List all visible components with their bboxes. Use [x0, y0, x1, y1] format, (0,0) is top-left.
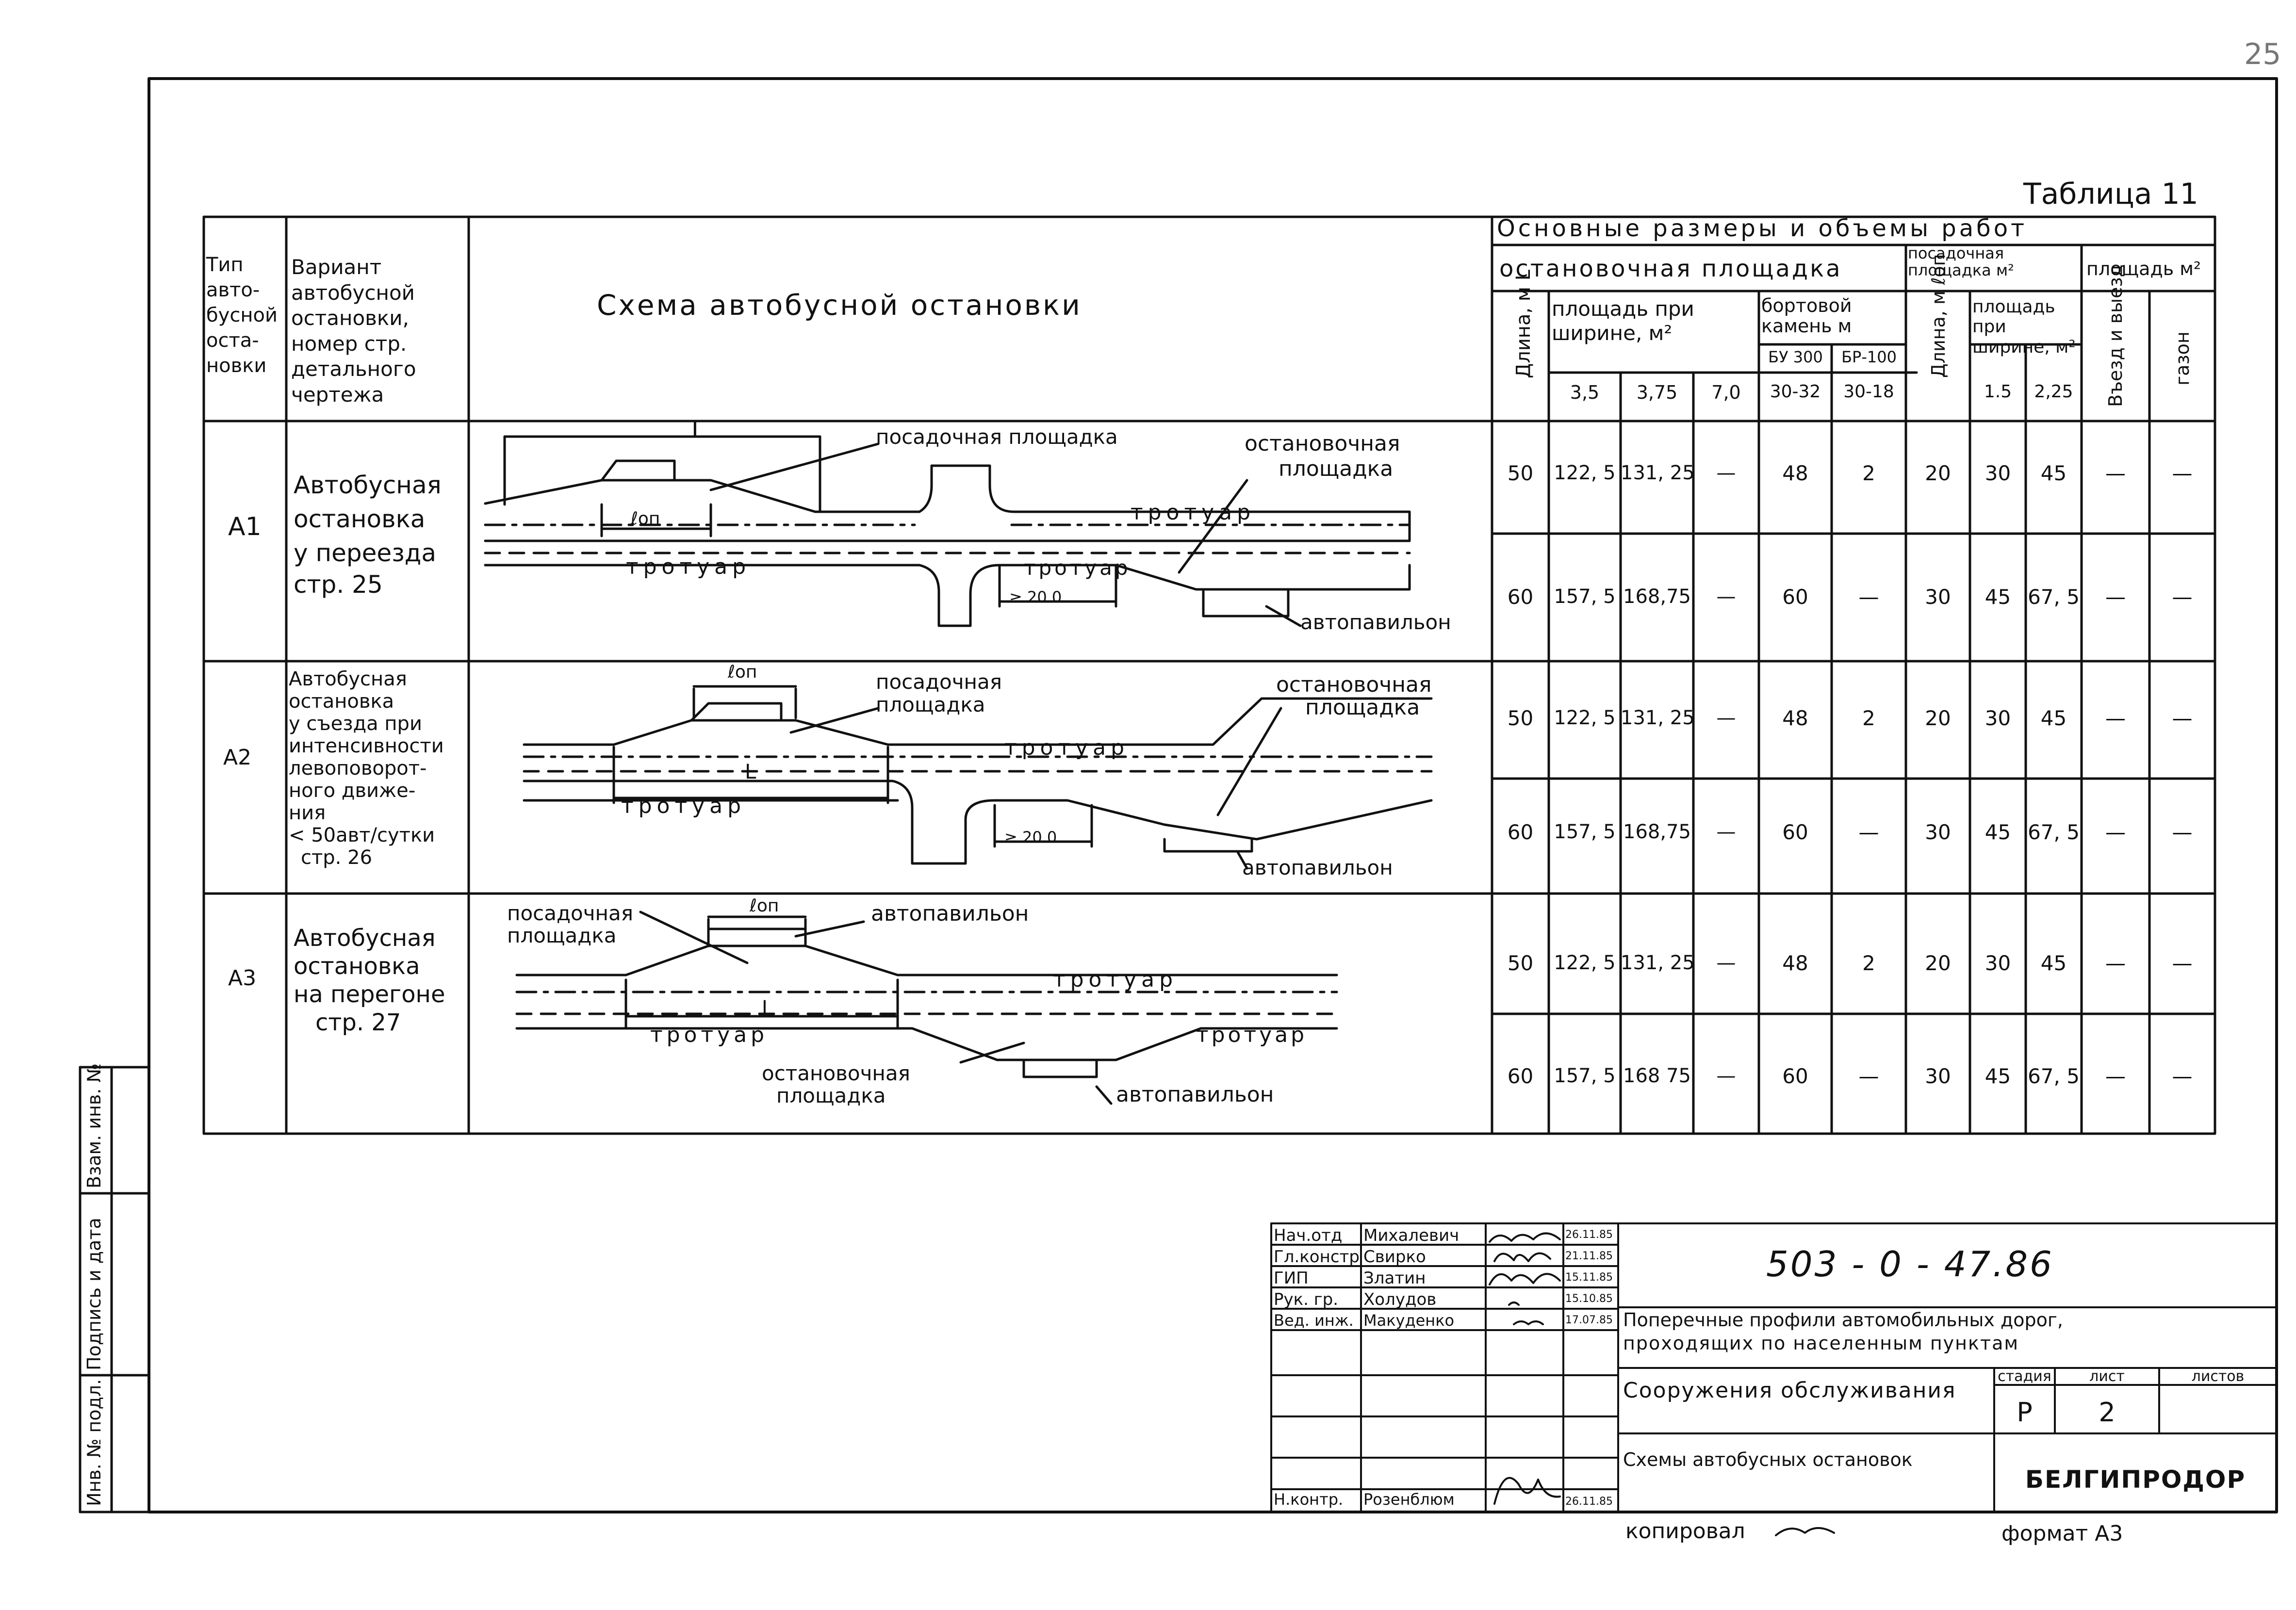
row-a1-r1-c1: 50	[1507, 461, 1534, 485]
row-a2-r1-c5: 48	[1782, 706, 1808, 730]
a2-label-pavilion: автопавильон	[1242, 856, 1393, 879]
header-stop-area: остановочная площадка	[1499, 255, 1842, 282]
row-a1-r1-c2: 122, 5	[1554, 462, 1616, 484]
side-stamp-sign: Подпись и дата	[83, 1218, 105, 1370]
row-a3-r2-c9: 67, 5	[2028, 1064, 2080, 1088]
row-a1-r2-c7: 30	[1925, 585, 1951, 609]
row-a2-r2-c7: 30	[1925, 820, 1951, 844]
row-a2-variant-8: < 50авт/сутки	[289, 824, 435, 846]
row-a2-r1-c7: 20	[1925, 706, 1951, 730]
row-a2-variant-4: интенсивности	[289, 735, 444, 757]
sheets-label: листов	[2191, 1368, 2245, 1385]
row-a1-r1-c9: 45	[2040, 461, 2067, 485]
header-width-2-25: 2,25	[2034, 382, 2073, 402]
row-a1-r2-c11: —	[2172, 585, 2193, 609]
header-area-width	[1552, 297, 1755, 346]
signature-date-1: 26.11.85	[1565, 1229, 1613, 1241]
row-a3-r1-c3: 131, 25	[1621, 952, 1695, 974]
sheet-label: лист	[2089, 1368, 2125, 1385]
row-a3-r2-c2: 157, 5	[1554, 1065, 1616, 1087]
a3-label-stop-2: площадка	[776, 1084, 886, 1107]
section-title: Сооружения обслуживания	[1623, 1378, 1956, 1403]
a3-label-walk-2: тротуар	[650, 1023, 769, 1047]
row-a2-r2-c9: 67, 5	[2028, 820, 2080, 844]
row-a1-variant-3: у переезда	[294, 539, 436, 567]
row-a1-r2-c9: 67, 5	[2028, 585, 2080, 609]
signature-name-4: Холудов	[1363, 1290, 1437, 1309]
header-curb-text: бортовой камень м	[1761, 295, 1852, 337]
row-a3-variant-2: остановка	[294, 953, 420, 980]
row-a1-r2-c3: 168,75	[1623, 585, 1691, 608]
row-a1-variant-2: остановка	[294, 505, 426, 533]
row-a3-r2-c3: 168 75	[1623, 1065, 1691, 1087]
row-a1-variant-1: Автобусная	[294, 471, 442, 499]
a3-label-walk-3: тротуар	[1196, 1023, 1308, 1047]
row-a3-r2-c10: —	[2105, 1064, 2126, 1088]
row-a3-variant-3: на перегоне	[294, 981, 445, 1008]
header-length-l: Длина, м L	[1512, 269, 1535, 378]
page-number: 25	[2244, 37, 2281, 71]
row-a1-variant-4: стр. 25	[294, 570, 383, 599]
a2-label-dist: ≥ 20.0	[1004, 828, 1057, 846]
row-a1-r1-c4: —	[1716, 462, 1736, 484]
row-a2-variant-9: стр. 26	[301, 846, 373, 869]
row-a1-r2-c8: 45	[1984, 585, 2011, 609]
signature-name-1: Михалевич	[1363, 1226, 1460, 1245]
row-a2-r1-c8: 30	[1984, 706, 2011, 730]
a3-label-pavilion-top: автопавильон	[871, 901, 1029, 926]
a2-label-walk-1: тротуар	[1004, 735, 1130, 760]
row-a2-variant-7: ния	[289, 802, 326, 824]
a3-label-landing-2: площадка	[507, 924, 617, 947]
a1-label-walk-3: тротуар	[1024, 556, 1131, 580]
row-a3-code: А3	[228, 966, 257, 991]
header-curb	[1761, 296, 1902, 337]
row-a1-code: А1	[228, 512, 262, 541]
format-label: формат А3	[2001, 1521, 2123, 1546]
a2-label-stop-1: остановочная	[1276, 672, 1432, 697]
row-a2-r2-c10: —	[2105, 820, 2126, 844]
signature-date-4: 15.10.85	[1565, 1293, 1613, 1305]
header-area: площадь м²	[2086, 258, 2201, 279]
header-width-3-5: 3,5	[1570, 382, 1600, 403]
row-a2-r2-c11: —	[2172, 820, 2193, 844]
row-a3-r1-c1: 50	[1507, 951, 1534, 975]
signature-date-3: 15.11.85	[1565, 1271, 1613, 1284]
row-a2-variant-3: у съезда при	[289, 713, 422, 735]
a3-label-landing-1: посадочная	[507, 901, 633, 925]
row-a3-r1-c4: —	[1716, 952, 1736, 974]
a2-label-l: L	[745, 760, 756, 783]
header-type	[206, 252, 284, 378]
row-a2-variant-2: остановка	[289, 690, 394, 713]
row-a2-variant-6: ного движе-	[289, 780, 416, 802]
row-a1-r1-c7: 20	[1925, 461, 1951, 485]
row-a3-r1-c8: 30	[1984, 951, 2011, 975]
row-a1-r1-c3: 131, 25	[1621, 462, 1695, 484]
header-landing-width	[1972, 297, 2079, 357]
signature-role-3: ГИП	[1274, 1268, 1309, 1288]
signature-role-5: Вед. инж.	[1274, 1311, 1354, 1330]
row-a1-r2-c2: 157, 5	[1554, 585, 1616, 608]
table-caption: Таблица 11	[2023, 177, 2198, 211]
row-a3-variant-4: стр. 27	[315, 1009, 401, 1036]
row-a2-r1-c4: —	[1716, 707, 1736, 729]
header-curb-bv: БУ 300	[1768, 348, 1823, 366]
header-curb-bv-spec: 30-32	[1770, 382, 1821, 402]
row-a3-variant-1: Автобусная	[294, 925, 436, 952]
a1-label-dist: ≥ 20.0	[1009, 588, 1062, 606]
row-a2-variant-5: левоповорот-	[289, 757, 427, 780]
row-a3-r1-c6: 2	[1862, 951, 1875, 975]
description-line-1: Поперечные профили автомобильных дорог,	[1623, 1309, 2063, 1331]
document-code: 503 - 0 - 47.86	[1766, 1244, 2054, 1285]
row-a2-r2-c5: 60	[1782, 820, 1808, 844]
signature-date-9: 26.11.85	[1565, 1496, 1613, 1508]
a1-label-walk-2: тротуар	[626, 554, 751, 579]
row-a2-r1-c9: 45	[2040, 706, 2067, 730]
header-scheme: Схема автобусной остановки	[597, 289, 1082, 322]
row-a1-r2-c4: —	[1716, 585, 1736, 608]
header-variant-text: Вариант автобусной остановки, номер стр. детального чертежа	[291, 255, 416, 407]
header-lawn: газон	[2172, 331, 2193, 386]
a2-label-landing-1: посадочная	[876, 670, 1002, 694]
signature-name-3: Златин	[1363, 1268, 1426, 1288]
sheet-value: 2	[2099, 1397, 2116, 1428]
header-landing-width-text: площадь при ширине, м²	[1972, 297, 2076, 357]
row-a3-r2-c1: 60	[1507, 1064, 1534, 1088]
row-a1-r2-c6: —	[1858, 585, 1879, 609]
row-a3-r2-c6: —	[1858, 1064, 1879, 1088]
a3-label-stop-1: остановочная	[762, 1061, 910, 1085]
a1-label-stop-2: площадка	[1279, 456, 1394, 481]
row-a1-r2-c1: 60	[1507, 585, 1534, 609]
scheme-a1	[485, 437, 1410, 626]
signature-role-4: Рук. гр.	[1274, 1290, 1339, 1309]
row-a2-r1-c6: 2	[1862, 706, 1875, 730]
row-a1-r2-c5: 60	[1782, 585, 1808, 609]
header-variant	[291, 255, 466, 407]
signature-name-2: Свирко	[1363, 1247, 1426, 1267]
side-stamp-inv: Инв. № подл.	[83, 1379, 105, 1506]
a1-label-l: L	[691, 415, 705, 443]
company-name: БЕЛГИПРОДОР	[2025, 1465, 2246, 1494]
row-a3-r1-c9: 45	[2040, 951, 2067, 975]
row-a1-r1-c11: —	[2172, 461, 2193, 485]
row-a2-r1-c11: —	[2172, 706, 2193, 730]
a3-label-walk-1: тротуар	[1053, 967, 1178, 992]
header-curb-br-spec: 30-18	[1843, 382, 1894, 402]
stage-value: Р	[2017, 1397, 2033, 1428]
header-entry-exit: Въезд и выезд	[2105, 264, 2126, 407]
a1-label-stop-1: остановочная	[1245, 431, 1400, 456]
description-line-2: проходящих по населенным пунктам	[1623, 1333, 2019, 1354]
a3-label-lop: ℓоп	[750, 896, 779, 916]
a1-label-pavilion: автопавильон	[1300, 610, 1451, 634]
header-type-text: Тип авто-бусной оста-новки	[206, 254, 278, 377]
row-a3-r2-c5: 60	[1782, 1064, 1808, 1088]
header-main-sizes: Основные размеры и объемы работ	[1497, 215, 2028, 242]
signature-role-2: Гл.констр	[1274, 1247, 1360, 1267]
a2-label-walk-2: тротуар	[621, 794, 746, 818]
a3-label-l: L	[762, 997, 773, 1019]
row-a3-r1-c5: 48	[1782, 951, 1808, 975]
row-a2-r2-c8: 45	[1984, 820, 2011, 844]
row-a1-r1-c8: 30	[1984, 461, 2011, 485]
header-landing-area-text: посадочная площадка м²	[1908, 244, 2014, 280]
a3-label-pavilion: автопавильон	[1116, 1082, 1274, 1107]
row-a3-r1-c7: 20	[1925, 951, 1951, 975]
copied-label: копировал	[1625, 1519, 1745, 1544]
row-a2-r2-c6: —	[1858, 820, 1879, 844]
row-a1-r1-c5: 48	[1782, 461, 1808, 485]
row-a1-r1-c6: 2	[1862, 461, 1875, 485]
main-table-grid	[204, 217, 2215, 1134]
row-a2-r1-c2: 122, 5	[1554, 707, 1616, 729]
header-length-lop: Длина, м ℓоп	[1928, 254, 1949, 378]
header-width-1-5: 1.5	[1984, 382, 2012, 402]
signature-name-9: Розенблюм	[1363, 1490, 1455, 1509]
row-a3-r1-c11: —	[2172, 951, 2193, 975]
header-area-width-text: площадь при ширине, м²	[1552, 297, 1694, 345]
sheet-title: Схемы автобусных остановок	[1623, 1449, 1913, 1470]
signature-date-5: 17.07.85	[1565, 1314, 1613, 1326]
header-width-3-75: 3,75	[1636, 382, 1678, 403]
row-a3-r1-c10: —	[2105, 951, 2126, 975]
stage-label: стадия	[1998, 1368, 2051, 1385]
row-a2-r2-c4: —	[1716, 821, 1736, 843]
row-a2-code: А2	[223, 745, 252, 770]
row-a3-r2-c4: —	[1716, 1065, 1736, 1087]
row-a2-r2-c1: 60	[1507, 820, 1534, 844]
signature-role-9: Н.контр.	[1274, 1490, 1344, 1509]
row-a2-r1-c3: 131, 25	[1621, 707, 1695, 729]
row-a2-r2-c2: 157, 5	[1554, 821, 1616, 843]
row-a3-r1-c2: 122, 5	[1554, 952, 1616, 974]
row-a1-r2-c10: —	[2105, 585, 2126, 609]
row-a2-r1-c10: —	[2105, 706, 2126, 730]
row-a2-variant-1: Автобусная	[289, 668, 407, 690]
signature-date-2: 21.11.85	[1565, 1250, 1613, 1262]
header-width-7-0: 7,0	[1711, 382, 1741, 403]
a1-label-landing: посадочная площадка	[876, 425, 1118, 449]
row-a1-r1-c10: —	[2105, 461, 2126, 485]
header-curb-br: БР-100	[1841, 348, 1897, 366]
row-a3-r2-c7: 30	[1925, 1064, 1951, 1088]
a1-label-lop: ℓоп	[631, 509, 660, 529]
side-stamp-replace: Взам. инв. №	[83, 1063, 105, 1188]
a2-label-landing-2: площадка	[876, 693, 985, 716]
a2-label-stop-2: площадка	[1305, 695, 1420, 720]
a2-label-lop: ℓоп	[728, 662, 757, 682]
row-a3-r2-c11: —	[2172, 1064, 2193, 1088]
signature-role-1: Нач.отд	[1274, 1226, 1343, 1245]
row-a2-r2-c3: 168,75	[1623, 821, 1691, 843]
signature-name-5: Макуденко	[1363, 1311, 1455, 1330]
row-a2-r1-c1: 50	[1507, 706, 1534, 730]
scheme-a3	[517, 912, 1337, 1107]
a1-label-walk-1: тротуар	[1131, 500, 1256, 525]
row-a3-r2-c8: 45	[1984, 1064, 2011, 1088]
